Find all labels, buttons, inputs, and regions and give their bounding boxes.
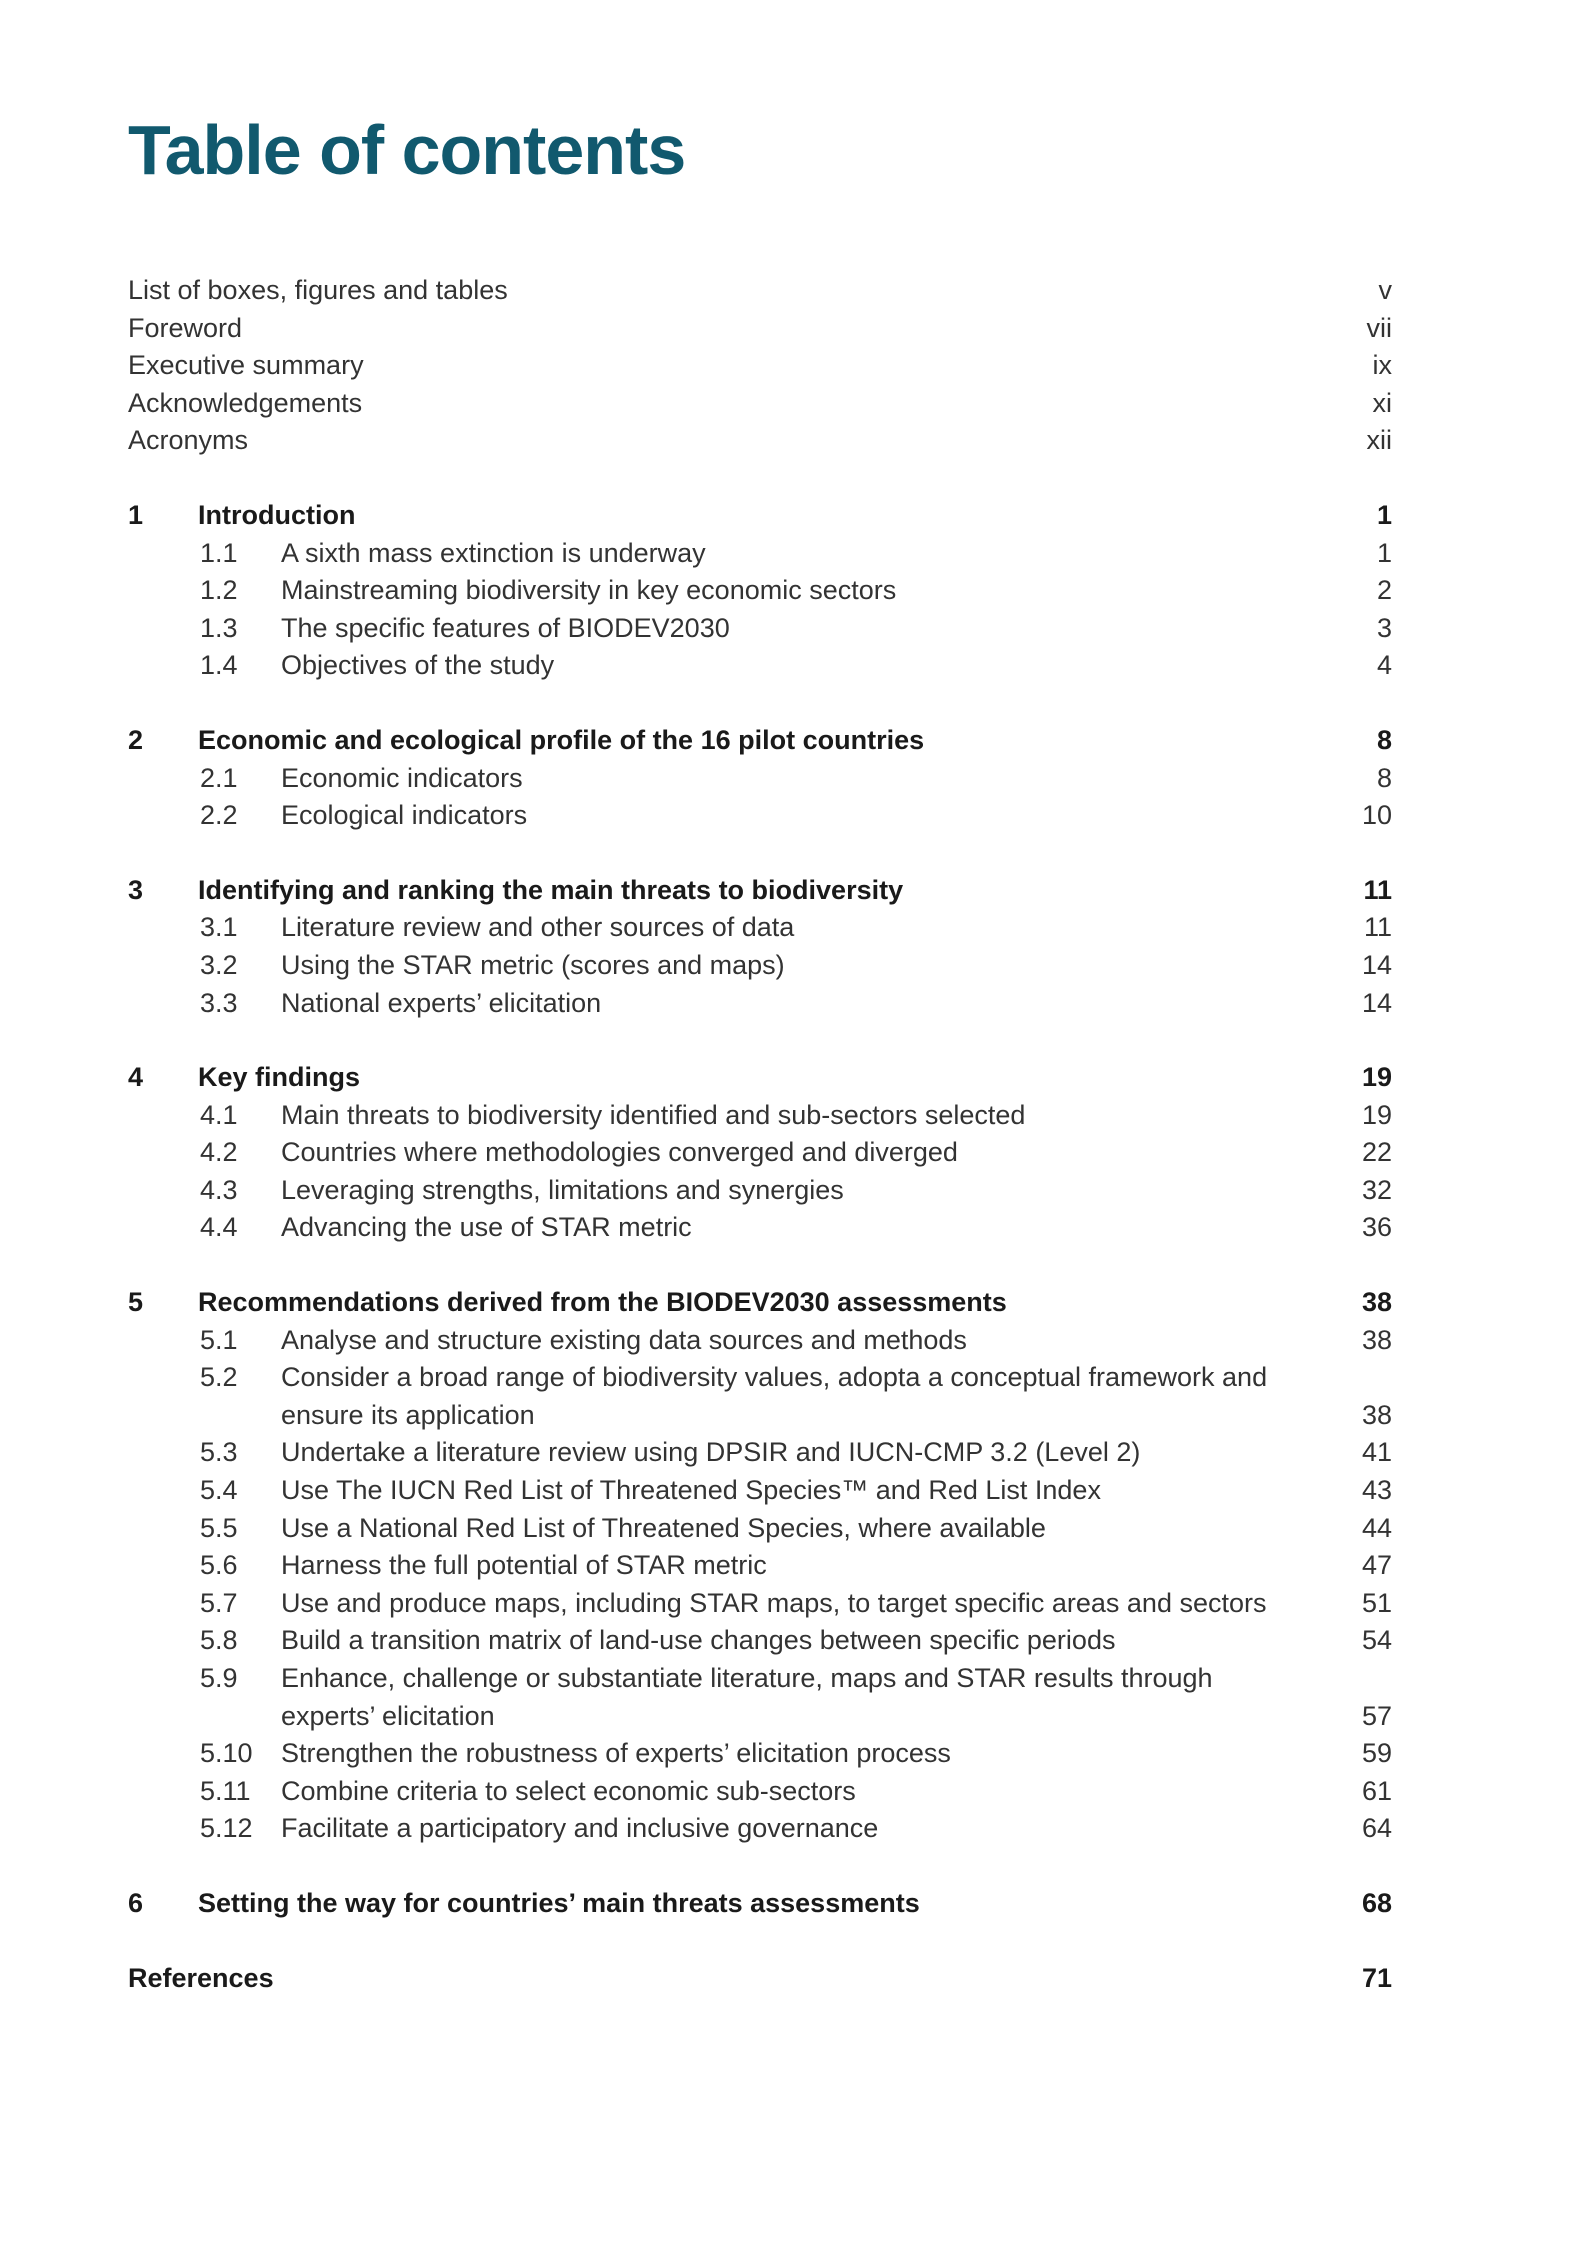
toc-page-number: 54	[1361, 1625, 1392, 1656]
toc-section-number: 5.9	[200, 1663, 238, 1693]
toc-page-number: 19	[1361, 1099, 1392, 1130]
toc-section-row[interactable]	[128, 1510, 1392, 1548]
toc-section-number: 2.1	[200, 762, 238, 793]
toc-section-row[interactable]	[128, 1209, 1392, 1247]
toc-page-number: 68	[1361, 1887, 1392, 1918]
toc-chapter-row[interactable]	[128, 872, 1392, 910]
toc-spacer	[128, 1247, 1392, 1284]
toc-section-number: 5.10	[200, 1738, 253, 1769]
toc-section-title: Advancing the use of STAR metric	[281, 1212, 692, 1243]
toc-section-row[interactable]	[128, 1359, 1392, 1434]
toc-page-number: ix	[1372, 350, 1392, 381]
toc-section-row[interactable]	[128, 1097, 1392, 1135]
toc-chapter-number: 6	[128, 1887, 144, 1918]
toc-section-number: 4.1	[200, 1099, 238, 1130]
table-of-contents	[128, 272, 1392, 1997]
toc-section-number: 2.2	[200, 800, 238, 831]
toc-front-matter-item[interactable]	[128, 422, 1392, 460]
toc-chapter-number: 1	[128, 499, 144, 530]
toc-section-number: 4.4	[200, 1212, 238, 1243]
toc-section-title: Harness the full potential of STAR metric	[281, 1550, 767, 1581]
toc-section-title: Mainstreaming biodiversity in key economic sectors	[281, 575, 897, 606]
toc-page-number: 4	[1376, 650, 1392, 681]
toc-section-number: 5.8	[200, 1625, 238, 1656]
toc-section-title: Strengthen the robustness of experts’ elicitation process	[281, 1738, 951, 1769]
toc-section-number: 5.6	[200, 1550, 238, 1581]
toc-section-number: 3.3	[200, 987, 238, 1018]
toc-section-number: 4.2	[200, 1137, 238, 1168]
toc-page-number: 3	[1376, 612, 1392, 643]
toc-page-number: v	[1378, 275, 1392, 305]
toc-section-row[interactable]	[128, 909, 1392, 947]
toc-section-row[interactable]	[128, 1585, 1392, 1623]
toc-section-row[interactable]	[128, 1322, 1392, 1360]
toc-section-title: Enhance, challenge or substantiate literature, maps and STAR results through experts’ elicitation	[281, 1663, 1213, 1731]
toc-entry-title: Foreword	[128, 312, 243, 343]
toc-section-row[interactable]	[128, 947, 1392, 985]
toc-page-number: 1	[1376, 499, 1392, 530]
toc-section-title: Facilitate a participatory and inclusive governance	[281, 1813, 879, 1844]
toc-page-number: 64	[1361, 1813, 1392, 1844]
toc-section-row[interactable]	[128, 1622, 1392, 1660]
toc-section-number: 3.1	[200, 912, 238, 943]
toc-section-title: Combine criteria to select economic sub-sectors	[281, 1775, 856, 1806]
toc-page-number: 22	[1361, 1137, 1392, 1168]
toc-page-number: 8	[1376, 724, 1392, 755]
toc-entry-title: Acronyms	[128, 425, 249, 456]
toc-page-number: 59	[1361, 1738, 1392, 1769]
toc-section-row[interactable]	[128, 1773, 1392, 1811]
toc-page-number: 43	[1361, 1475, 1392, 1506]
toc-page-number: xii	[1366, 425, 1392, 456]
toc-page-number: 32	[1361, 1174, 1392, 1205]
toc-section-title: Undertake a literature review using DPSIR and IUCN-CMP 3.2 (Level 2)	[281, 1437, 1141, 1468]
toc-page-number: vii	[1366, 312, 1392, 343]
toc-chapter-row[interactable]	[128, 1059, 1392, 1097]
toc-chapter-number: 5	[128, 1287, 144, 1318]
toc-front-matter-item[interactable]	[128, 310, 1392, 348]
toc-page-number: 51	[1361, 1587, 1392, 1618]
toc-page-number: 44	[1361, 1512, 1392, 1543]
toc-section-title: Countries where methodologies converged and diverged	[281, 1137, 958, 1168]
toc-section-row[interactable]	[128, 1172, 1392, 1210]
toc-section-row[interactable]	[128, 1472, 1392, 1510]
toc-page-number: 1	[1376, 537, 1392, 568]
toc-entry-title: List of boxes, figures and tables	[128, 275, 508, 305]
toc-section-title: Economic indicators	[281, 762, 523, 793]
toc-section-row[interactable]	[128, 797, 1392, 835]
toc-section-title: Use and produce maps, including STAR maps, to target specific areas and sectors	[281, 1587, 1267, 1618]
toc-chapter-title: Key findings	[198, 1062, 361, 1093]
toc-section-number: 1.2	[200, 575, 238, 606]
toc-section-title: Analyse and structure existing data sources and methods	[281, 1324, 967, 1355]
toc-section-number: 5.7	[200, 1587, 238, 1618]
toc-section-number: 5.3	[200, 1437, 238, 1468]
toc-section-title: The specific features of BIODEV2030	[281, 612, 730, 643]
toc-section-row[interactable]	[128, 760, 1392, 798]
toc-page-number: 8	[1376, 762, 1392, 793]
toc-section-title: Using the STAR metric (scores and maps)	[281, 949, 785, 980]
toc-page-number: 38	[1361, 1324, 1392, 1355]
toc-references-row[interactable]	[128, 1960, 1392, 1998]
toc-section-title: Literature review and other sources of data	[281, 912, 795, 943]
toc-entry-title: Acknowledgements	[128, 387, 363, 418]
toc-page-number: 19	[1361, 1062, 1392, 1093]
toc-section-number: 1.1	[200, 537, 238, 568]
toc-chapter-row[interactable]	[128, 497, 1392, 535]
toc-spacer	[128, 1923, 1392, 1960]
toc-section-row[interactable]	[128, 1134, 1392, 1172]
toc-chapter-title: Recommendations derived from the BIODEV2030 assessments	[198, 1287, 1007, 1318]
toc-page-number: 14	[1361, 987, 1392, 1018]
toc-section-number: 5.12	[200, 1813, 253, 1844]
toc-page-number: xi	[1372, 387, 1392, 418]
toc-section-row[interactable]	[128, 1434, 1392, 1472]
toc-chapter-title: Setting the way for countries’ main threats assessments	[198, 1887, 920, 1918]
toc-section-row[interactable]	[128, 1547, 1392, 1585]
toc-section-number: 5.2	[200, 1362, 238, 1393]
toc-chapter-number: 3	[128, 874, 144, 905]
toc-page-number: 36	[1361, 1212, 1392, 1243]
toc-section-number: 5.5	[200, 1512, 238, 1543]
toc-section-title: Use The IUCN Red List of Threatened Species™ and Red List Index	[281, 1475, 1101, 1506]
toc-section-row[interactable]	[128, 572, 1392, 610]
toc-section-row[interactable]	[128, 610, 1392, 648]
toc-page-number: 41	[1361, 1437, 1392, 1468]
toc-section-number: 4.3	[200, 1174, 238, 1205]
toc-section-title: Build a transition matrix of land-use changes between specific periods	[281, 1625, 1116, 1656]
toc-section-row[interactable]	[128, 985, 1392, 1023]
toc-chapter-title: Economic and ecological profile of the 16 pilot countries	[198, 724, 925, 755]
toc-chapter-title: Identifying and ranking the main threats to biodiversity	[198, 874, 904, 905]
toc-chapter-title: Introduction	[198, 499, 356, 530]
toc-section-title: Main threats to biodiversity identified and sub-sectors selected	[281, 1099, 1026, 1130]
toc-page-number: 38	[1361, 1287, 1392, 1318]
toc-front-matter-item[interactable]	[128, 385, 1392, 423]
toc-page-number: 11	[1363, 874, 1392, 905]
toc-entry-title: Executive summary	[128, 350, 364, 381]
toc-page-number: 14	[1361, 949, 1392, 980]
toc-section-number: 1.3	[200, 612, 238, 643]
toc-section-title: Consider a broad range of biodiversity values, adopta a conceptual framework and ensure its application	[281, 1362, 1268, 1430]
toc-section-number: 3.2	[200, 949, 238, 980]
toc-section-title: A sixth mass extinction is underway	[281, 537, 706, 568]
toc-chapter-row[interactable]	[128, 1885, 1392, 1923]
toc-section-title: Use a National Red List of Threatened Species, where available	[281, 1512, 1046, 1543]
toc-spacer	[128, 1848, 1392, 1885]
toc-section-number: 5.4	[200, 1475, 238, 1506]
toc-section-title: Leveraging strengths, limitations and synergies	[281, 1174, 844, 1205]
toc-section-row[interactable]	[128, 1810, 1392, 1848]
page-title: Table of contents	[128, 111, 686, 189]
toc-section-number: 5.1	[200, 1324, 238, 1355]
toc-section-row[interactable]	[128, 1735, 1392, 1773]
toc-chapter-row[interactable]	[128, 722, 1392, 760]
toc-page-number: 11	[1363, 912, 1392, 943]
toc-section-row[interactable]	[128, 1660, 1392, 1735]
toc-section-title: Ecological indicators	[281, 800, 528, 831]
toc-section-number: 1.4	[200, 650, 238, 681]
toc-spacer	[128, 685, 1392, 722]
toc-section-number: 5.11	[200, 1775, 251, 1806]
toc-spacer	[128, 1022, 1392, 1059]
toc-page-number: 61	[1361, 1775, 1392, 1806]
toc-section-title: National experts’ elicitation	[281, 987, 602, 1018]
toc-chapter-row[interactable]	[128, 1284, 1392, 1322]
toc-front-matter-item[interactable]	[128, 347, 1392, 385]
toc-spacer	[128, 460, 1392, 497]
toc-section-row[interactable]	[128, 535, 1392, 573]
toc-front-matter-item[interactable]	[128, 272, 1392, 310]
toc-page-number: 10	[1361, 800, 1392, 831]
toc-entry-title: References	[128, 1962, 274, 1993]
toc-chapter-number: 4	[128, 1062, 144, 1093]
toc-page-number: 2	[1376, 575, 1392, 606]
toc-spacer	[128, 835, 1392, 872]
toc-section-title: Objectives of the study	[281, 650, 555, 681]
toc-page-number: 57	[1361, 1700, 1392, 1731]
toc-page-number: 71	[1361, 1962, 1392, 1993]
toc-section-row[interactable]	[128, 647, 1392, 685]
toc-page-number: 38	[1361, 1399, 1392, 1430]
toc-chapter-number: 2	[128, 724, 144, 755]
toc-page-number: 47	[1361, 1550, 1392, 1581]
